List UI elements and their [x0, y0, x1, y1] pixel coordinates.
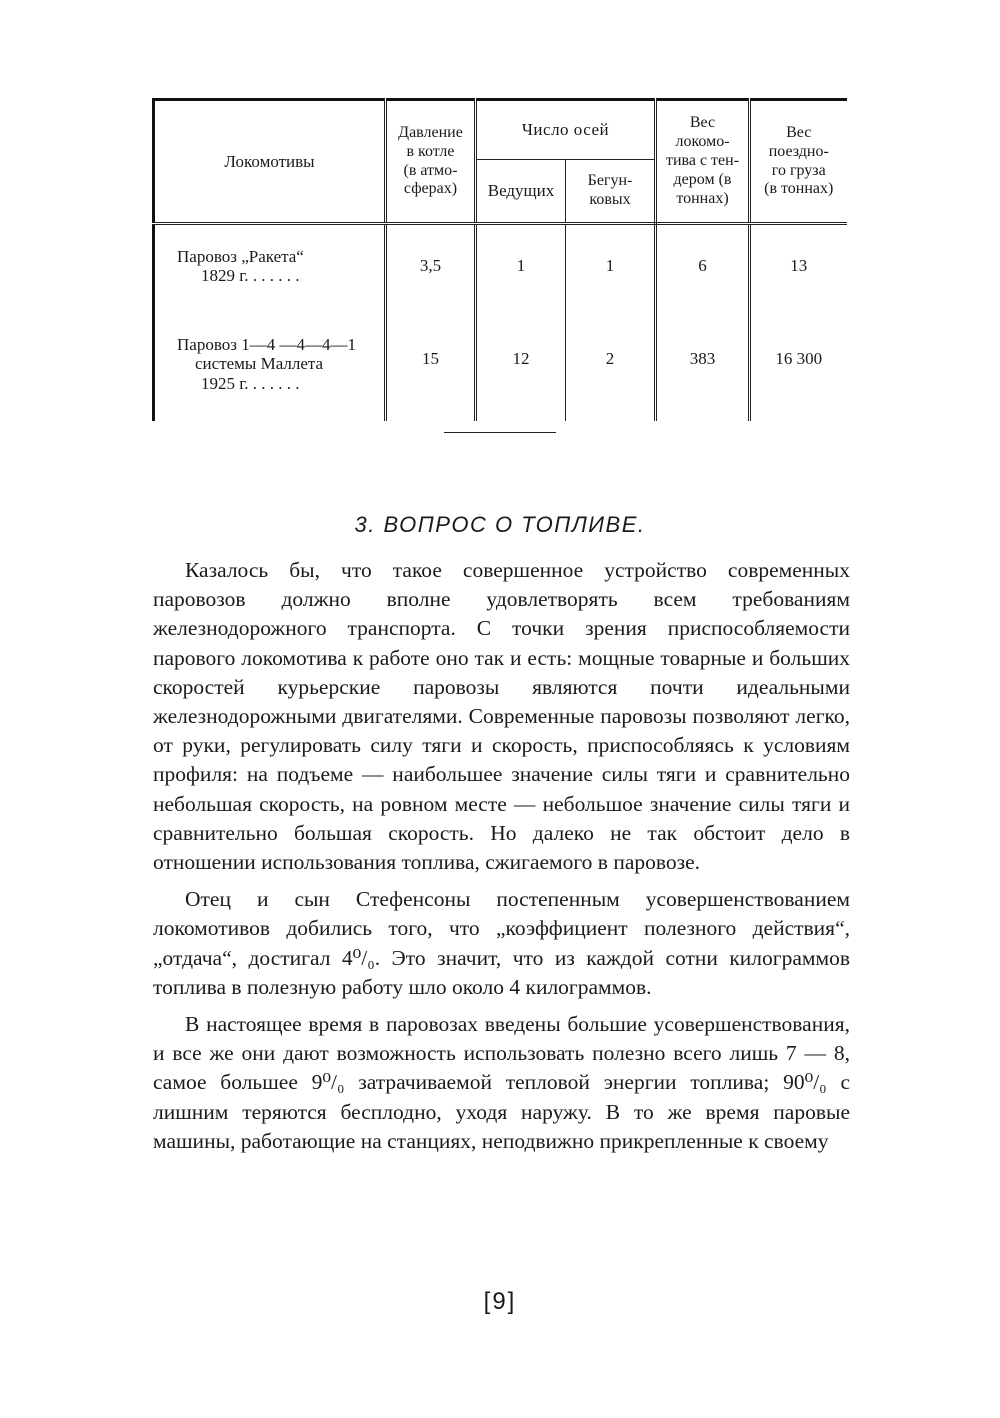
running-axles-value: 2: [566, 317, 656, 421]
table-row: [154, 224, 847, 318]
header-train-weight: Вес поездно- го груза (в тоннах): [750, 100, 847, 224]
paragraph: В настоящее время в паровозах введены большие усовершенствования, и все же они дают возможность использовать полезно всего лишь 7 — 8, самое большее 9⁰/₀ затрачиваемой тепловой энергии топлива; 90⁰/₀ с лишним теряются бесплодно, уходя наружу. В то же время паровые машины, работающие на станциях, неподвижно прикрепленные к своему: [153, 1012, 850, 1153]
header-loco-weight: Вес локомо- тива с тен- дером (в тоннах): [656, 100, 750, 224]
pressure-value: 15: [386, 317, 476, 421]
header-axles-running: Бегун- ковых: [566, 160, 656, 224]
section-divider: [444, 432, 556, 433]
page-number: [9]: [483, 1288, 517, 1315]
section-heading: 3. ВОПРОС О ТОПЛИВЕ.: [354, 512, 646, 537]
loco-weight-value: 383: [656, 317, 750, 421]
loco-weight-value: 6: [656, 224, 750, 318]
header-locomotives: Локомотивы: [154, 100, 386, 224]
table-row: [154, 317, 847, 421]
train-weight-value: 13: [750, 224, 847, 318]
body-text: [153, 556, 850, 1164]
paragraph: Отец и сын Стефенсоны постепенным усовершенствованием локомотивов добились того, что „коэффициент полезного действия“, „отдача“, достигал 4⁰/₀. Это значит, что из каждой сотни килограммов топлива в полезную работу шло около 4 килограммов.: [153, 887, 850, 999]
locomotive-name: Паровоз „Ракета“ 1829 г. . . . . . .: [154, 224, 386, 318]
locomotive-table: [152, 98, 845, 421]
driving-axles-value: 12: [476, 317, 566, 421]
running-axles-value: 1: [566, 224, 656, 318]
header-axles-driving: Ведущих: [476, 160, 566, 224]
header-pressure: Давление в котле (в атмо- сферах): [386, 100, 476, 224]
header-axles: Число осей: [476, 100, 656, 160]
pressure-value: 3,5: [386, 224, 476, 318]
driving-axles-value: 1: [476, 224, 566, 318]
locomotive-name: Паровоз 1—4 —4—4—1 системы Маллета 1925 г. . . . . . .: [154, 317, 386, 421]
train-weight-value: 16 300: [750, 317, 847, 421]
paragraph: Казалось бы, что такое совершенное устройство современных паровозов должно вполне удовлетворять всем требованиям железнодорожного транспорта. С точки зрения приспособляемости парового локомотива к работе оно так и есть: мощные товарные и больших скоростей курьерские паровозы являются почти идеальными железнодорожными двигателями. Современные паровозы позволяют легко, от руки, регулировать силу тяги и скорость, приспособляясь к условиям профиля: на подъеме — наибольшее значение силы тяги и сравнительно небольшая скорость, на ровном месте — небольшое значение силы тяги и сравнительно большая скорость. Но далеко не так обстоит дело в отношении использования топлива, сжигаемого в паровозе.: [153, 558, 850, 875]
